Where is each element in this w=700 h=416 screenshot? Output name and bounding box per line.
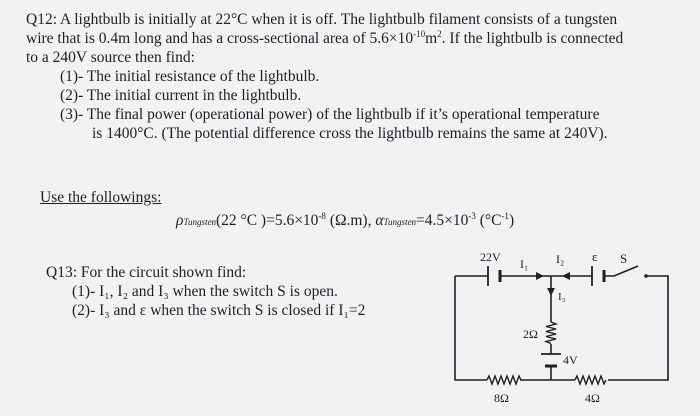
material-properties: ρTungsten(22 °C )$=5.6\times 10^{-8}$ (Ω.m), $\alpha Tungsten=4.5\times 10^{-3}$ $(^\circ C^{-1})$ bbox=[176, 210, 515, 229]
resistor-4ohm-icon bbox=[575, 376, 606, 384]
label-switch: S bbox=[620, 251, 628, 266]
resistor-2ohm-icon bbox=[546, 322, 556, 344]
label-4ohm: 4Ω bbox=[585, 391, 600, 405]
battery-epsilon-icon bbox=[592, 266, 604, 286]
q12-item-2: (2)- The initial current in the lightbulb. bbox=[60, 87, 302, 104]
label-2ohm: 2Ω bbox=[523, 327, 538, 341]
q13-item-1: (1)- I₁, I₂ and I₃ when the switch S is open. bbox=[72, 283, 338, 300]
battery-4v-icon bbox=[541, 354, 561, 366]
wire-left bbox=[455, 276, 487, 380]
label-epsilon: ε bbox=[592, 249, 598, 264]
battery-22v-icon bbox=[488, 266, 500, 286]
label-i3: I₃ bbox=[558, 291, 566, 303]
resistor-8ohm-icon bbox=[487, 376, 521, 384]
q13-item-2: (2)- I₃ and ε when the switch S is closed if I₁=2 bbox=[72, 302, 366, 319]
q12-item-3: (3)- The final power (operational power) of the lightbulb if it’s operational temperature bbox=[60, 106, 600, 123]
use-followings-heading: Use the followings: bbox=[40, 189, 162, 206]
q12-item-3-cont: is 1400°C. (The potential difference cross the lightbulb remains the same at 240V). bbox=[92, 125, 608, 142]
arrow-i1-icon bbox=[536, 272, 544, 280]
label-i2: I₂ bbox=[556, 252, 565, 266]
q13-line-1: Q13: For the circuit shown find: bbox=[46, 264, 247, 281]
label-22v: 22V bbox=[480, 250, 501, 264]
label-i1: I₁ bbox=[520, 257, 529, 271]
switch-contact-icon bbox=[644, 274, 648, 278]
arrow-i3-icon bbox=[547, 288, 555, 296]
switch-s bbox=[604, 266, 638, 276]
label-8ohm: 8Ω bbox=[494, 391, 509, 405]
label-4v: 4V bbox=[563, 353, 578, 367]
q12-line-2: wire that is 0.4m long and has a cross-sectional area of $5.6\times 10^{-10}m^2$. If the lightbulb is connected bbox=[26, 28, 624, 47]
q12-line-3: to a 240V source then find: bbox=[26, 49, 195, 66]
arrow-i2-icon bbox=[562, 272, 570, 280]
wire-right bbox=[608, 276, 668, 380]
q12-item-1: (1)- The initial resistance of the lightbulb. bbox=[60, 68, 320, 85]
q12-line-1: Q12: A lightbulb is initially at 22°C when it is off. The lightbulb filament consists of a tungsten bbox=[26, 11, 618, 28]
